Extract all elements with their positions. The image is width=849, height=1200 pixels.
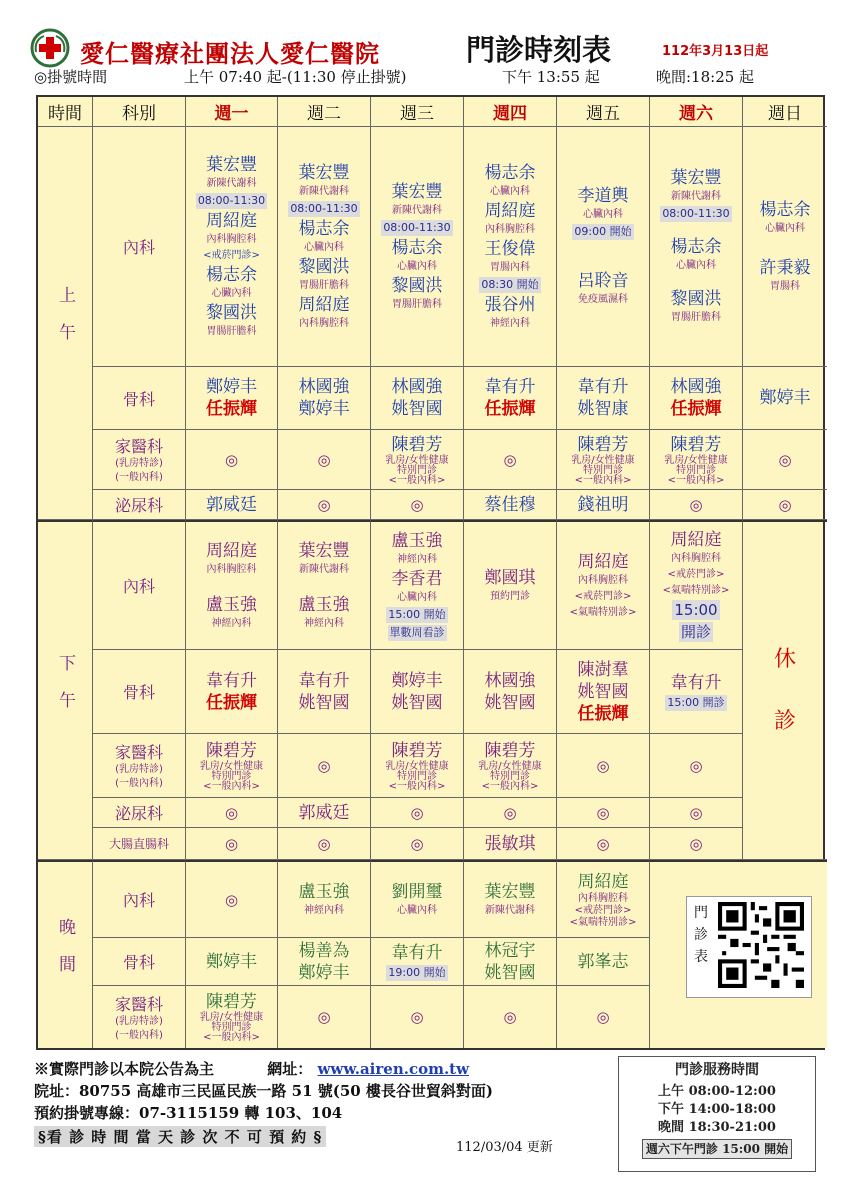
am-ortho-mon: [186, 367, 278, 430]
specialty: 內科胸腔科: [206, 233, 257, 245]
am-uro-tue: ◎: [278, 490, 371, 520]
specialty: 心臟內科: [397, 591, 437, 603]
doctor-name: 韋有升: [670, 672, 722, 693]
pm-uro-mon: ◎: [186, 798, 278, 828]
eve-ortho-mon: 鄭婷丰: [186, 938, 278, 986]
clinic-note: <戒菸門診>: [203, 249, 260, 261]
clinic-note: 乳房/女性健康: [571, 454, 635, 466]
doctor-name: 許秉毅: [759, 257, 811, 278]
doctor-name: 鄭國琪: [484, 567, 536, 588]
pm-ortho-thu: [464, 650, 557, 734]
pm-uro-wed: ◎: [371, 798, 464, 828]
schedule-table: [36, 95, 825, 1050]
doctor-name: 楊志余: [391, 237, 443, 258]
am-uro-sun: ◎: [743, 490, 827, 520]
am-internal-wed: [371, 127, 464, 367]
am-family-thu: ◎: [464, 430, 557, 490]
dept-ortho-pm: 骨科: [93, 650, 186, 734]
dept-internal-eve: 內科: [93, 860, 186, 938]
period-am: [38, 127, 93, 520]
service-hours-eve: 晚間 18:30-21:00: [658, 1120, 776, 1135]
dept-ortho-eve: 骨科: [93, 938, 186, 986]
clinic-note: 特別門診: [583, 464, 623, 476]
service-hours-pm: 下午 14:00-18:00: [658, 1102, 776, 1117]
doctor-name: 任振輝: [670, 399, 722, 419]
specialty: 內科胸腔科: [299, 317, 349, 329]
doctor-name: 周紹庭: [577, 551, 629, 572]
col-time: 時間: [38, 97, 93, 127]
col-wed: 週三: [371, 97, 464, 127]
dept-uro-am: 泌尿科: [93, 490, 186, 520]
clinic-note: <一般內科>: [203, 1032, 260, 1043]
pm-family-mon: [186, 734, 278, 798]
time-note: 單數周看診: [389, 625, 445, 639]
am-ortho-sun: [743, 367, 827, 430]
specialty: 心臟內科: [765, 222, 805, 234]
dept-ortho-am: 骨科: [93, 367, 186, 430]
am-uro-fri: 錢祖明: [557, 490, 650, 520]
doctor-name: 姚智國: [391, 692, 443, 713]
footer-no-booking: §看 診 時 間 當 天 診 次 不 可 預 約 §: [34, 1126, 326, 1147]
pm-ortho-mon: [186, 650, 278, 734]
doctor-name: 黎國洪: [298, 256, 350, 277]
specialty: 新陳代謝科: [485, 904, 535, 916]
specialty: 神經內科: [304, 617, 344, 629]
am-uro-wed: ◎: [371, 490, 464, 520]
doctor-name: 陳碧芳: [391, 740, 443, 761]
pm-sun-closed: [743, 520, 827, 860]
doctor-name: 姚智康: [577, 399, 629, 419]
pm-uro-sat: ◎: [650, 798, 743, 828]
eve-family-thu: ◎: [464, 986, 557, 1048]
qr-label-char: 門: [694, 905, 708, 921]
doctor-name: 韋有升: [484, 377, 536, 397]
specialty: 預約門診: [490, 590, 530, 602]
clinic-note: 乳房/女性健康: [664, 454, 728, 466]
doctor-name: 呂聆音: [577, 271, 629, 291]
clinic-note: <戒菸門診>: [574, 904, 632, 916]
specialty: 胃腸科: [770, 280, 800, 292]
specialty: 新陳代謝科: [299, 563, 349, 575]
specialty: 免疫風濕科: [578, 294, 628, 305]
pm-colorectal-mon: ◎: [186, 828, 278, 860]
doctor-name: 任振輝: [206, 399, 257, 419]
website-label: 網址：: [267, 1060, 313, 1078]
service-hours-box: [618, 1056, 816, 1172]
specialty: 胃腸肝膽科: [299, 279, 349, 291]
doctor-name: 姚智國: [484, 692, 536, 713]
time-note: 19:00 開始: [388, 965, 446, 979]
doctor-name: 任振輝: [206, 692, 257, 713]
dept-internal-pm: 內科: [93, 520, 186, 650]
qr-code-icon[interactable]: [718, 902, 804, 988]
time-note: 15:00 開始: [388, 607, 446, 621]
am-ortho-wed: [371, 367, 464, 430]
eve-internal-thu: [464, 860, 557, 938]
specialty: 內科胸腔科: [206, 563, 257, 575]
pm-colorectal-wed: ◎: [371, 828, 464, 860]
pm-colorectal-sat: ◎: [650, 828, 743, 860]
am-internal-thu: [464, 127, 557, 367]
pm-internal-sat: [650, 520, 743, 650]
am-family-mon: ◎: [186, 430, 278, 490]
eve-family-fri: ◎: [557, 986, 650, 1048]
clinic-note: 乳房/女性健康: [199, 760, 264, 772]
eve-internal-wed: [371, 860, 464, 938]
doctor-name: 盧玉強: [298, 594, 350, 615]
doctor-name: 姚智國: [577, 681, 629, 702]
registration-label: ◎掛號時間: [34, 68, 108, 86]
eve-ortho-thu: [464, 938, 557, 986]
doctor-name: 陳碧芳: [577, 434, 629, 455]
doctor-name: 任振輝: [577, 703, 629, 724]
registration-afternoon: 下午 13:55 起: [502, 68, 600, 86]
closed-label: 休: [773, 646, 796, 672]
specialty: 心臟內科: [490, 185, 530, 197]
period-pm-label: 下午: [55, 653, 75, 728]
specialty: 內科胸腔科: [671, 552, 721, 564]
footer-phone: 預約掛號專線：07-3115159 轉 103、104: [34, 1104, 343, 1122]
effective-date: 112年3月13日起: [662, 44, 769, 59]
doctor-name: 楊志余: [759, 199, 811, 220]
am-internal-tue: [278, 127, 371, 367]
dept-family-sub: (乳房特診): [115, 1015, 163, 1027]
clinic-note: <一般內科>: [388, 780, 446, 792]
eve-internal-fri: [557, 860, 650, 938]
specialty: 新陳代謝科: [206, 177, 257, 189]
am-uro-sat: ◎: [650, 490, 743, 520]
doctor-name: 周紹庭: [670, 529, 722, 550]
service-hours-title: 門診服務時間: [675, 1062, 759, 1078]
clinic-note: <一般內科>: [574, 474, 632, 486]
website-link[interactable]: www.airen.com.tw: [317, 1060, 470, 1078]
doctor-name: 黎國洪: [670, 289, 722, 309]
doctor-name: 周紹庭: [577, 871, 629, 892]
footer-notice-row: [34, 1058, 469, 1079]
doctor-name: 林冠宇: [484, 940, 536, 961]
col-thu: 週四: [464, 97, 557, 127]
am-uro-thu: 蔡佳穆: [464, 490, 557, 520]
specialty: 新陳代謝科: [392, 204, 442, 216]
doctor-name: 葉宏豐: [206, 154, 257, 175]
time-note: 09:00 開始: [574, 225, 632, 238]
time-note: 08:30 開始: [481, 277, 539, 291]
pm-uro-tue: 郭威廷: [278, 798, 371, 828]
doctor-name: 楊善為: [298, 940, 350, 961]
am-family-sun: ◎: [743, 430, 827, 490]
am-ortho-thu: [464, 367, 557, 430]
clinic-note: 特別門診: [211, 1022, 252, 1033]
period-am-label: 上午: [55, 286, 75, 360]
doctor-name: 盧玉強: [298, 881, 350, 902]
doctor-name: 葉宏豐: [670, 168, 722, 188]
time-note: 08:00-11:30: [197, 193, 266, 207]
am-internal-fri: [557, 127, 650, 367]
doctor-name: 李香君: [391, 568, 443, 589]
qr-label: [694, 902, 708, 968]
specialty: 胃腸內科: [490, 261, 530, 273]
pm-internal-tue: [278, 520, 371, 650]
clinic-note: <氣喘特別診>: [569, 606, 637, 618]
doctor-name: 盧玉強: [391, 530, 443, 551]
doctor-name: 楊志余: [298, 218, 350, 239]
hospital-name: 愛仁醫療社團法人愛仁醫院: [80, 39, 380, 68]
specialty: 心臟內科: [583, 209, 623, 220]
pm-family-tue: ◎: [278, 734, 371, 798]
specialty: 內科胸腔科: [578, 892, 628, 904]
doctor-name: 林國強: [298, 377, 350, 397]
pm-family-wed: [371, 734, 464, 798]
pm-colorectal-fri: ◎: [557, 828, 650, 860]
pm-family-fri: ◎: [557, 734, 650, 798]
doctor-name: 陳碧芳: [206, 992, 257, 1012]
closed-label: 診: [773, 708, 796, 734]
eve-ortho-tue: [278, 938, 371, 986]
time-note: 15:00 開診: [667, 695, 725, 709]
am-uro-mon: 郭威廷: [186, 490, 278, 520]
doctor-name: 李道輿: [577, 186, 629, 206]
hospital-logo-icon: [30, 28, 70, 68]
clinic-note: 乳房/女性健康: [385, 454, 449, 466]
doctor-name: 葉宏豐: [298, 540, 350, 561]
doctor-name: 周紹庭: [484, 200, 536, 221]
pm-ortho-fri: [557, 650, 650, 734]
dept-colorectal-pm: 大腸直腸科: [93, 828, 186, 860]
doctor-name: 姚智國: [391, 399, 443, 419]
doctor-name: 鄭婷丰: [391, 670, 443, 691]
doctor-name: 楊志余: [670, 237, 722, 257]
doctor-name: 韋有升: [206, 670, 257, 691]
doctor-name: 韋有升: [298, 670, 350, 691]
clinic-note: <一般內科>: [481, 780, 539, 792]
doctor-name: 葉宏豐: [298, 162, 350, 183]
doctor-name: 韋有升: [577, 377, 629, 397]
period-eve: [38, 860, 93, 1048]
pm-family-thu: [464, 734, 557, 798]
pm-internal-wed: [371, 520, 464, 650]
footer-notice: ※實際門診以本院公告為主: [34, 1060, 215, 1078]
clinic-note: <氣喘特別診>: [569, 916, 637, 928]
clinic-note: 特別門診: [676, 464, 716, 476]
doctor-name: 任振輝: [484, 399, 536, 419]
period-pm: [38, 520, 93, 860]
specialty: 心臟內科: [397, 904, 437, 916]
doctor-name: 葉宏豐: [484, 881, 536, 902]
pm-uro-thu: ◎: [464, 798, 557, 828]
am-ortho-tue: [278, 367, 371, 430]
col-fri: 週五: [557, 97, 650, 127]
dept-family-sub: (一般內科): [115, 472, 163, 483]
doctor-name: 葉宏豐: [391, 181, 443, 202]
specialty: 胃腸肝膽科: [671, 312, 721, 323]
doctor-name: 張谷州: [484, 294, 536, 315]
doctor-name: 陳碧芳: [484, 740, 536, 761]
doctor-name: 韋有升: [391, 942, 443, 963]
eve-family-mon: [186, 986, 278, 1048]
doctor-name: 王俊偉: [484, 238, 536, 259]
doctor-name: 周紹庭: [298, 294, 350, 315]
doctor-name: 姚智國: [484, 962, 536, 983]
specialty: 神經內科: [304, 904, 344, 916]
specialty: 心臟內科: [676, 260, 716, 271]
specialty: 神經內科: [211, 617, 252, 629]
pm-internal-mon: [186, 520, 278, 650]
eve-family-wed: ◎: [371, 986, 464, 1048]
service-hours-sat: 週六下午門診 15:00 開始: [642, 1139, 792, 1159]
clinic-note: 乳房/女性健康: [478, 760, 542, 772]
clinic-note: 特別門診: [397, 770, 437, 782]
doctor-name: 陳澍羣: [577, 659, 629, 680]
doctor-name: 陳碧芳: [670, 434, 722, 455]
specialty: 心臟內科: [304, 241, 344, 253]
dept-family-label: 家醫科: [114, 994, 163, 1014]
eve-ortho-fri: 郭峯志: [557, 938, 650, 986]
col-mon: 週一: [186, 97, 278, 127]
time-note: 08:00-11:30: [383, 220, 451, 234]
clinic-note: <一般內科>: [667, 474, 725, 486]
clinic-note: <一般內科>: [203, 780, 260, 792]
pm-colorectal-thu: 張敏琪: [464, 828, 557, 860]
specialty: 心臟內科: [397, 260, 437, 272]
am-internal-sun: [743, 127, 827, 367]
doctor-name: 陳碧芳: [206, 740, 257, 761]
time-note: 08:00-11:30: [290, 201, 358, 215]
am-family-fri: [557, 430, 650, 490]
pm-uro-fri: ◎: [557, 798, 650, 828]
dept-family-label: 家醫科: [114, 437, 163, 456]
specialty: 胃腸肝膽科: [206, 325, 257, 337]
specialty: 內科胸腔科: [578, 574, 628, 586]
doctor-name: 林國強: [391, 377, 443, 397]
clinic-note: <氣喘特別診>: [662, 584, 730, 596]
doctor-name: 周紹庭: [206, 210, 257, 231]
specialty: 胃腸肝膽科: [392, 298, 442, 310]
dept-family-sub: (乳房特診): [115, 458, 163, 469]
am-family-wed: [371, 430, 464, 490]
service-hours-am: 上午 08:00-12:00: [658, 1084, 776, 1099]
dept-family-label: 家醫科: [114, 743, 163, 762]
doctor-name: 姚智國: [298, 692, 350, 713]
footer-address: 院址：80755 高雄市三民區民族一路 51 號(50 樓長谷世貿斜對面): [34, 1082, 494, 1100]
dept-family-am: [93, 430, 186, 490]
am-family-sat: [650, 430, 743, 490]
clinic-note: <戒菸門診>: [667, 568, 725, 580]
period-eve-label: 晚間: [55, 918, 75, 992]
doctor-name: 鄭婷丰: [759, 388, 811, 408]
clinic-note: <一般內科>: [388, 474, 446, 486]
pm-family-sat: ◎: [650, 734, 743, 798]
eve-internal-tue: [278, 860, 371, 938]
time-note: 開診: [680, 622, 711, 641]
dept-family-sub: (一般內科): [115, 1029, 163, 1041]
doctor-name: 盧玉強: [206, 594, 257, 615]
specialty: 神經內科: [397, 553, 437, 565]
qr-label-char: 診: [694, 927, 708, 943]
am-family-tue: ◎: [278, 430, 371, 490]
dept-family-sub: (一般內科): [115, 778, 163, 789]
eve-ortho-wed: [371, 938, 464, 986]
specialty: 新陳代謝科: [671, 191, 721, 202]
dept-internal-am: 內科: [93, 127, 186, 367]
eve-internal-mon: ◎: [186, 860, 278, 938]
specialty: 神經內科: [490, 317, 530, 329]
doctor-name: 鄭婷丰: [298, 962, 350, 983]
clinic-note: <戒菸門診>: [574, 590, 632, 602]
doctor-name: 劉開璽: [391, 881, 443, 902]
doctor-name: 楊志余: [484, 162, 536, 183]
pm-ortho-tue: [278, 650, 371, 734]
footer-updated: 112/03/04 更新: [456, 1140, 553, 1155]
dept-uro-pm: 泌尿科: [93, 798, 186, 828]
registration-evening: 晚間:18:25 起: [656, 68, 755, 86]
doctor-name: 陳碧芳: [391, 434, 443, 455]
doctor-name: 楊志余: [206, 264, 257, 285]
clinic-note: 特別門診: [397, 464, 437, 476]
clinic-note: 特別門診: [211, 770, 252, 782]
eve-family-tue: ◎: [278, 986, 371, 1048]
doctor-name: 林國強: [484, 670, 536, 691]
dept-family-eve: [93, 986, 186, 1048]
col-dept: 科別: [93, 97, 186, 127]
col-tue: 週二: [278, 97, 371, 127]
am-ortho-fri: [557, 367, 650, 430]
qr-label-char: 表: [694, 949, 708, 965]
pm-ortho-sat: [650, 650, 743, 734]
pm-internal-thu: [464, 520, 557, 650]
page-title: 門診時刻表: [466, 33, 612, 67]
clinic-note: 乳房/女性健康: [199, 1012, 264, 1023]
col-sat: 週六: [650, 97, 743, 127]
qr-area: [650, 860, 827, 1048]
doctor-name: 黎國洪: [391, 275, 443, 296]
am-internal-mon: [186, 127, 278, 367]
specialty: 新陳代謝科: [299, 185, 349, 197]
time-note: 08:00-11:30: [662, 207, 730, 220]
doctor-name: 林國強: [670, 377, 722, 397]
pm-internal-fri: [557, 520, 650, 650]
dept-family-sub: (乳房特診): [115, 764, 163, 775]
doctor-name: 黎國洪: [206, 302, 257, 323]
am-internal-sat: [650, 127, 743, 367]
specialty: 心臟內科: [211, 287, 252, 299]
doctor-name: 鄭婷丰: [298, 399, 350, 419]
pm-ortho-wed: [371, 650, 464, 734]
pm-colorectal-tue: ◎: [278, 828, 371, 860]
doctor-name: 鄭婷丰: [206, 377, 257, 397]
clinic-note: 特別門診: [490, 770, 530, 782]
doctor-name: 周紹庭: [206, 540, 257, 561]
clinic-note: 乳房/女性健康: [385, 760, 449, 772]
time-note: 15:00: [674, 600, 718, 619]
dept-family-pm: [93, 734, 186, 798]
registration-morning: 上午 07:40 起-(11:30 停止掛號): [184, 68, 407, 86]
am-ortho-sat: [650, 367, 743, 430]
col-sun: 週日: [743, 97, 827, 127]
specialty: 內科胸腔科: [485, 223, 535, 235]
